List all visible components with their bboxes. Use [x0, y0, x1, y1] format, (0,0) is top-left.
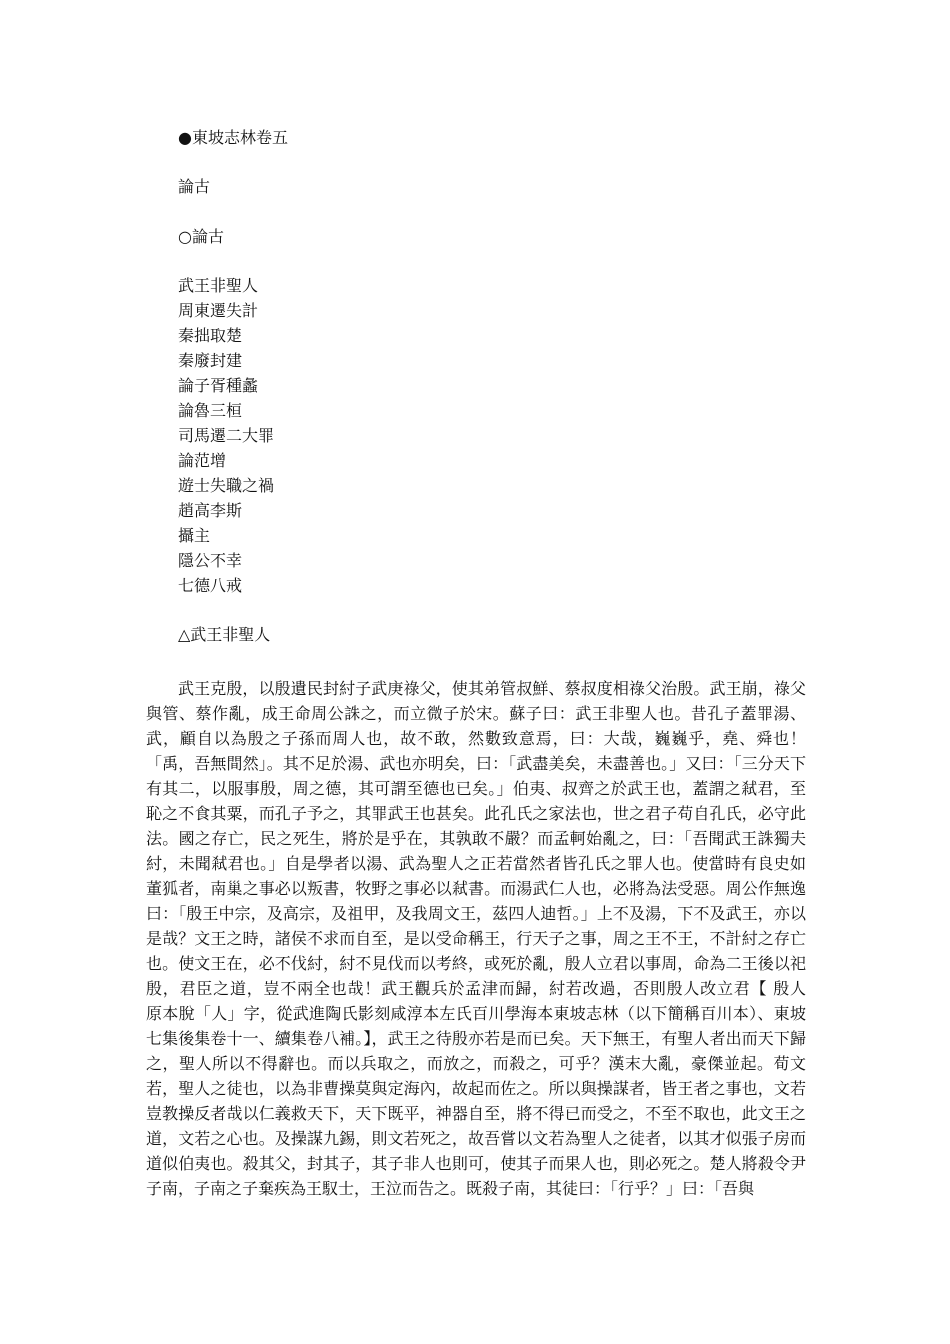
toc-item: 隱公不幸: [178, 551, 243, 570]
toc-item: 趙高李斯: [178, 501, 243, 520]
article-body: 武王克殷，以殷遺民封紂子武庚祿父，使其弟管叔鮮、蔡叔度相祿父治殷。武王崩，祿父與管、蔡作亂，成王命周公誅之，而立微子於宋。蘇子曰：武王非聖人也。昔孔子蓋罪湯、武，顧自以為殷之子孫而周人也，故不敢，然數致意焉，曰：大哉，巍巍乎，堯、舜也！「禹，吾無間然」。其不足於湯、武也亦明矣，曰：「武盡美矣，未盡善也。」又曰：「三分天下有其二，以服事殷，周之德，其可謂至德也已矣。」伯夷、叔齊之於武王也，蓋謂之弒君，至恥之不食其粟，而孔子予之，其罪武王也甚矣。此孔氏之家法也，世之君子苟自孔氏，必守此法。國之存亡，民之死生，將於是乎在，其孰敢不嚴？而孟軻始亂之，曰：「吾聞武王誅獨夫紂，未聞弒君也。」自是學者以湯、武為聖人之正若當然者皆孔氏之罪人也。使當時有良史如董狐者，南巢之事必以叛書，牧野之事必以弒書。而湯武仁人也，必將為法受惡。周公作無逸曰：「殷王中宗，及高宗，及祖甲，及我周文王，茲四人迪哲。」上不及湯，下不及武王，亦以是哉？文王之時，諸侯不求而自至，是以受命稱王，行天子之事，周之王不王，不計紂之存亡也。使文王在，必不伐紂，紂不見伐而以考終，或死於亂，殷人立君以事周，命為二王後以祀殷，君臣之道，豈不兩全也哉！武王觀兵於孟津而歸，紂若改過，否則殷人改立君【 殷人 原本脫「人」字，從武進陶氏影刻咸淳本左氏百川學海本東坡志林（以下簡稱百川本）、東坡七集後集卷十一、續集卷八補。】，武王之待殷亦若是而已矣。天下無王，有聖人者出而天下歸之，聖人所以不得辭也。而以兵取之，而放之，而殺之，可乎？漢末大亂，豪傑並起。荀文若，聖人之徒也，以為非曹操莫與定海內，故起而佐之。所以與操謀者，皆王者之事也，文若豈教操反者哉以仁義救天下，天下既平，神器自至，將不得已而受之，不至不取也，此文王之道，文若之心也。及操謀九錫，則文若死之，故吾嘗以文若為聖人之徒者，以其才似張子房而道似伯夷也。殺其父，封其子，其子非人也則可，使其子而果人也，則必死之。楚人將殺令尹子南，子南之子棄疾為王馭士，王泣而告之。既殺子南，其徒曰：「行乎？」曰：「吾與: [146, 679, 823, 1198]
toc-item: 論魯三桓: [178, 401, 243, 420]
toc-item: 遊士失職之禍: [178, 476, 275, 495]
toc-item: 周東遷失計: [178, 301, 259, 320]
volume-title: ●東坡志林卷五: [178, 128, 288, 147]
article-heading: △武王非聖人: [178, 625, 271, 644]
section-title: 論古: [178, 177, 211, 196]
subsection-title: ○論古: [178, 227, 224, 246]
table-of-contents: [178, 276, 274, 601]
toc-item: 論子胥種蠡: [178, 376, 259, 395]
toc-item: 論范增: [178, 451, 227, 470]
toc-item: 秦拙取楚: [178, 326, 243, 345]
toc-item: 七德八戒: [178, 576, 243, 595]
toc-item: 武王非聖人: [178, 276, 259, 295]
toc-item: 司馬遷二大罪: [178, 426, 275, 445]
toc-item: 秦廢封建: [178, 351, 243, 370]
toc-item: 攝主: [178, 526, 211, 545]
